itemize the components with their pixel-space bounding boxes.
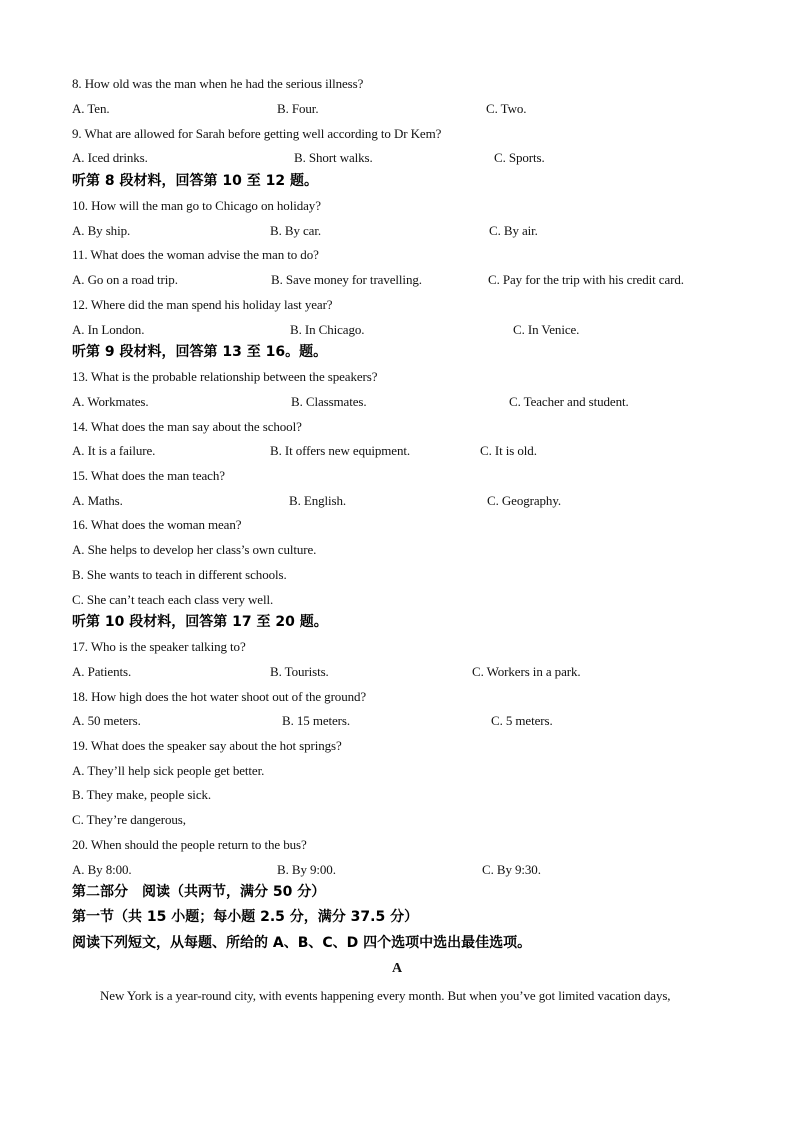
q20-option-b: B. By 9:00. (277, 862, 336, 877)
question-10: 10. How will the man go to Chicago on holiday? (72, 198, 321, 213)
q10-option-b: B. By car. (270, 223, 321, 238)
q14-option-b: B. It offers new equipment. (270, 443, 411, 458)
q17-option-c: C. Workers in a park. (472, 664, 581, 679)
q20-option-a: A. By 8:00. (72, 862, 132, 877)
q8-option-a: A. Ten. (72, 101, 110, 116)
q15-option-c: C. Geography. (487, 493, 562, 508)
question-18: 18. How high does the hot water shoot out of the ground? (72, 689, 367, 704)
passage-first-line: New York is a year-round city, with events happening every month. But when you’ve got limited vacation days, (100, 988, 671, 1003)
q17-option-b: B. Tourists. (270, 664, 329, 679)
q8-option-c: C. Two. (486, 101, 527, 116)
q16-option-a: A. She helps to develop her class’s own culture. (72, 542, 317, 557)
q11-option-b: B. Save money for travelling. (271, 272, 422, 287)
section-10-heading: 听第 10 段材料，回答第 17 至 20 题。 (72, 614, 328, 630)
q13-option-b: B. Classmates. (291, 394, 367, 409)
question-11: 11. What does the woman advise the man to do? (72, 247, 319, 262)
q19-option-a: A. They’ll help sick people get better. (72, 763, 265, 778)
q20-option-c: C. By 9:30. (482, 862, 541, 877)
q12-option-c: C. In Venice. (513, 322, 580, 337)
q19-option-c: C. They’re dangerous, (72, 812, 186, 827)
question-13: 13. What is the probable relationship between the speakers? (72, 369, 378, 384)
q15-option-a: A. Maths. (72, 493, 123, 508)
q11-option-a: A. Go on a road trip. (72, 272, 178, 287)
part-2-section-1-heading: 第一节（共 15 小题；每小题 2.5 分，满分 37.5 分） (72, 909, 419, 925)
q14-option-a: A. It is a failure. (72, 443, 156, 458)
q19-option-b: B. They make, people sick. (72, 787, 212, 802)
question-9: 9. What are allowed for Sarah before getting well according to Dr Kem? (72, 126, 442, 141)
q18-option-c: C. 5 meters. (491, 713, 553, 728)
q12-option-b: B. In Chicago. (290, 322, 365, 337)
q9-option-a: A. Iced drinks. (72, 150, 148, 165)
question-16: 16. What does the woman mean? (72, 517, 242, 532)
question-14: 14. What does the man say about the school? (72, 419, 302, 434)
q9-option-b: B. Short walks. (294, 150, 373, 165)
question-12: 12. Where did the man spend his holiday last year? (72, 297, 333, 312)
q14-option-c: C. It is old. (480, 443, 537, 458)
q8-option-b: B. Four. (277, 101, 319, 116)
q18-option-b: B. 15 meters. (282, 713, 351, 728)
q11-option-c: C. Pay for the trip with his credit card. (488, 272, 684, 287)
q17-option-a: A. Patients. (72, 664, 132, 679)
section-9-heading: 听第 9 段材料，回答第 13 至 16。题。 (72, 344, 328, 360)
q15-option-b: B. English. (289, 493, 347, 508)
q10-option-c: C. By air. (489, 223, 538, 238)
q18-option-a: A. 50 meters. (72, 713, 141, 728)
q10-option-a: A. By ship. (72, 223, 131, 238)
q9-option-c: C. Sports. (494, 150, 545, 165)
q12-option-a: A. In London. (72, 322, 145, 337)
passage-label: A (391, 961, 403, 976)
question-17: 17. Who is the speaker talking to? (72, 639, 246, 654)
reading-instruction: 阅读下列短文，从每题、所给的 A、B、C、D 四个选项中选出最佳选项。 (72, 935, 532, 951)
q16-option-b: B. She wants to teach in different schools. (72, 567, 287, 582)
question-15: 15. What does the man teach? (72, 468, 225, 483)
q16-option-c: C. She can’t teach each class very well. (72, 592, 274, 607)
question-20: 20. When should the people return to the bus? (72, 837, 307, 852)
part-2-heading: 第二部分 阅读（共两节，满分 50 分） (72, 884, 326, 900)
q13-option-a: A. Workmates. (72, 394, 149, 409)
question-19: 19. What does the speaker say about the hot springs? (72, 738, 342, 753)
question-8: 8. How old was the man when he had the serious illness? (72, 76, 364, 91)
section-8-heading: 听第 8 段材料，回答第 10 至 12 题。 (72, 173, 318, 189)
q13-option-c: C. Teacher and student. (509, 394, 629, 409)
